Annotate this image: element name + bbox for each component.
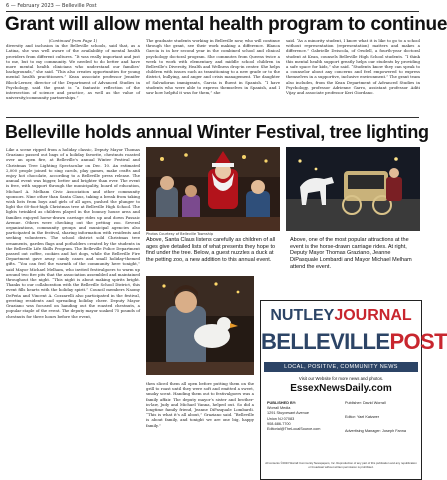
staff-advertising: Advertising Manager: Joseph Fanna (345, 429, 406, 434)
photo-credit: Photos Courtesy of Belleville Township (146, 232, 214, 236)
carriage-photo (286, 147, 420, 231)
caption-santa: Above, Santa Claus listens carefully as children of all ages give detailed lists of what presents they hope to find under the tree. Below, a guest nuzzles a duck at the petting zoo, a new addition to this annual event. (146, 237, 276, 264)
publisher-line: 1291 Stuyvesant Avenue (267, 411, 309, 416)
staff-block (345, 401, 417, 435)
story2-column-2: then sliced them all open before putting them on the grill to roast until they were soft and emitted a sweet, smoky scent. Handing them out to festivalgoers was a family affair. The deputy mayor’s sister and brother-in-law, Judy and Michael Vanna, helped out. So did a longtime family friend, Jeanne DiPasquale Lombardi. “This is what it’s all about,” Graziano said. “Belleville is about family, and tonight we are one big, happy family.” (146, 381, 254, 428)
duck-scene-image (146, 276, 254, 375)
publisher-line: 908-686-7700 (267, 421, 291, 426)
publisher-line: Union NJ 07083 (267, 416, 295, 421)
published-by-label: PUBLISHED BY: (267, 401, 297, 405)
page-folio: 6 — February 2023 — Belleville Post (6, 3, 97, 9)
website-link[interactable]: EssexNewsDaily.com (290, 383, 392, 394)
copyright-notice: All contents ©2023 Worrall Community Newspapers, Inc. Reproduction of any part of this publication and any republication or broadcast without written permission is prohibited. (265, 461, 417, 469)
brand-line-1 (261, 307, 421, 325)
tagline: LOCAL, POSITIVE, COMMUNITY NEWS (264, 362, 418, 372)
petting-zoo-photo (146, 276, 254, 375)
publisher-block (267, 401, 341, 432)
staff-editor: Editor: Yael Katzwer (345, 415, 380, 420)
story1-column-3: said. “As a minority student, I know what it is like to go to a school without representation (representation) matters and makes a difference.” Gabrielle Deiscola, of Orsdell, a fourth-year doctoral student at Kean, counsels Belleville High School students. “I think this mental health support greatly helps our students by providing a safe space for kids,” she said. “Students know they can speak to a counselor about any concerns and feel empowered to express themselves in a supportive, inclusive environment.” The grant team also includes, from the Kean Department of Advanced Studies in Psychology, professor Adrienne Garro, assistant professor Aditi Vijay and associate professor Keri Giordano. (286, 38, 420, 96)
top-rule (6, 11, 419, 12)
brand-belleville: BELLEVILLE (261, 329, 390, 354)
publisher-line: Worrall Media (267, 406, 291, 411)
publisher-email[interactable]: Editorial@TheLocalSource.com (267, 427, 321, 432)
brand-line-2 (261, 329, 447, 355)
story2-headline: Belleville holds annual Winter Festival, tree lighting (5, 122, 429, 142)
caption-carriage: Above, one of the most popular attractions at the event is the horse-drawn carriage rides. At right, Deputy Mayor Thomas Graziano, Jeanne DiPasquale Lombardi and Mayor Michael Melham attend the event. (290, 237, 412, 270)
continued-note: (Continued from Page 1) (48, 38, 98, 43)
santa-photo (146, 147, 280, 231)
story1-column-1 (6, 38, 140, 100)
story1-column-2: The graduate students working in Belleville now, who will continue through the grant, see their work making a difference. Blanca Garcia is in her second year in the combined school and clinical psychology doctoral program. She commutes from Queens twice a week to work with elementary and middle school children in Belleville’s Diversity, Health and Wellness drop-in center. She helps children with issues such as transitioning to a new grade or to the district, bullying, and anger and crisis management. The daughter of Salvadoran immigrants, Garcia is fluent in Spanish. “I have students who were able to express themselves in Spanish, and I saw how helpful it was for them,” she (146, 38, 280, 96)
story2-column-1: Like a scene ripped from a holiday classic, Deputy Mayor Thomas Graziano passed out bags of a holiday favorite, chestnuts roasted over an open fire, at Belleville’s annual Winter Festival and Christmas Tree Lighting Spectacular on Dec. 10. An estimated 2,000 people joined to sing carols, play games, make crafts and enjoy hot chocolate, according to a Belleville press release. The annual event was bigger, better and brighter than ever. The event is free, with support through the municipality, board of education, Michael A. Melham Civic Association and other community sponsors. Nine other than Santa Claus, taking a break from taking wish lists from boys and girls of all ages, pushed the plunger to light the 60-foot-high Christmas tree at Belleville High School. The lights twinkled as children played in the bouncy house area and families enjoyed horse-drawn carriage rides up and down Passaic Avenue. Others were checking out the petting zoo. Several organizations, community groups and municipal agencies also participated in the festival, sharing information with residents and seeking volunteers. The school district sold Christmas tree ornaments, garden flags and potholders created by the students in the Belleville Life Skills Program. The Belleville Police Department passed out coffee, cookies and hot dogs, while the Belleville Fire Department gave away candy canes and small holiday-themed gifts. “You can feel the warmth of the community here tonight,” said Mayor Michael Melham, who invited festivalgoers to warm up around two fire pits that the association assembled and maintained throughout the night. “This night is about making spirits bright. Thanks to our collaboration with the Belleville School District, this event fills hearts with the holiday spirit.” Council members Naomy DePeña and Vincent A. Cozzarelli also participated in the festival, greeting residents and spreading holiday cheer. Deputy Mayor Graziano was focused on handing out the roasted chestnuts, a popular staple of the event. The deputy mayor soaked 75 pounds of chestnuts for three hours before the event, (6, 147, 140, 319)
story1-headline: Grant will allow mental health program to continue (5, 14, 447, 35)
staff-publisher: Publisher: David Worrall (345, 401, 386, 405)
story1-column-1-text: diversity and inclusion in the Belleville schools, said that, as a Latina, she was well aware of the availability of mental health providers from different cultures. “It was really important and just to me, but to my community. We needed to do better and have more mental health clinicians who understand our families’ backgrounds,” she said. “This also creates opportunities for young mental health practitioners.” Kean associate professor Jennifer Block-Lerner, director of the Department of Advanced Studies in Psychology, said the grant is “a fantastic reflection of the intersection of science and practice, as well as the value of university/community partnerships.” (6, 43, 140, 101)
brand-post: POST (389, 329, 447, 354)
santa-scene-image (146, 147, 280, 231)
publication-info-box (260, 300, 447, 480)
section-rule (6, 117, 419, 118)
visit-text: Visit our Website for more news and photos. (298, 376, 384, 381)
carriage-scene-image (286, 147, 420, 231)
brand-nutley: NUTLEY (270, 307, 335, 324)
brand-journal: JOURNAL (334, 307, 412, 324)
